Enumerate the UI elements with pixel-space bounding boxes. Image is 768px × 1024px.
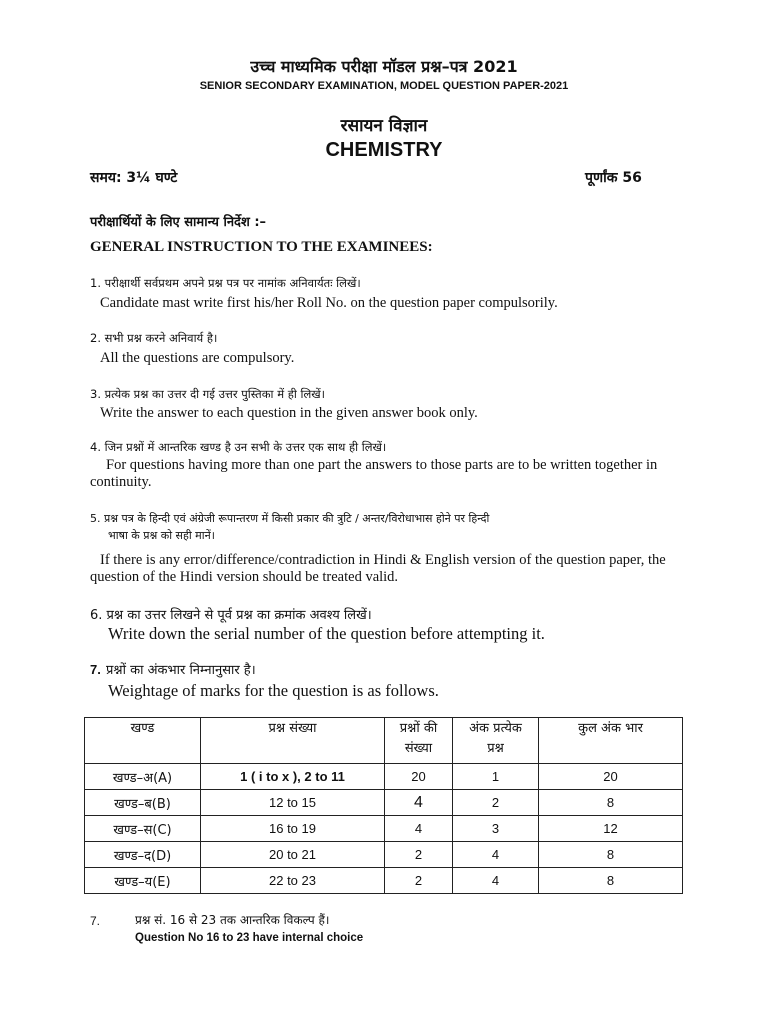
instruction-5-hindi-line2: भाषा के प्रश्न को सही मानें। bbox=[108, 529, 215, 542]
question-range-cell: 20 to 21 bbox=[201, 842, 385, 868]
question-range-cell: 1 ( i to x ), 2 to 11 bbox=[201, 764, 385, 790]
instruction-3-hindi: 3. प्रत्येक प्रश्न का उत्तर दी गई उत्तर पुस्तिका में ही लिखें। bbox=[90, 387, 326, 401]
instruction-7-hindi: प्रश्नों का अंकभार निम्नानुसार है। bbox=[106, 663, 256, 678]
footer-number: 7. bbox=[90, 914, 101, 928]
section-cell: खण्ड–ब(B) bbox=[85, 790, 201, 816]
count-cell: 4 bbox=[385, 816, 453, 842]
general-heading-english: GENERAL INSTRUCTION TO THE EXAMINEES: bbox=[90, 239, 433, 255]
count-cell: 2 bbox=[385, 842, 453, 868]
section-cell: खण्ड–द(D) bbox=[85, 842, 201, 868]
total-cell: 8 bbox=[539, 868, 683, 894]
instruction-4-hindi: 4. जिन प्रश्नों में आन्तरिक खण्ड है उन सभी के उत्तर एक साथ ही लिखें। bbox=[90, 440, 387, 454]
marks-each-cell: 2 bbox=[453, 790, 539, 816]
marks-each-cell: 4 bbox=[453, 842, 539, 868]
table-header-row bbox=[85, 718, 683, 764]
question-range-cell: 22 to 23 bbox=[201, 868, 385, 894]
instruction-2-english: All the questions are compulsory. bbox=[100, 350, 295, 366]
question-range-cell: 16 to 19 bbox=[201, 816, 385, 842]
general-heading-hindi: परीक्षार्थियों के लिए सामान्य निर्देश :– bbox=[90, 215, 267, 230]
instruction-1-english: Candidate mast write first his/her Roll No. on the question paper compulsorily. bbox=[100, 295, 558, 311]
table-row bbox=[85, 842, 683, 868]
table-row bbox=[85, 868, 683, 894]
title-hindi: उच्च माध्यमिक परीक्षा मॉडल प्रश्न–पत्र 2021 bbox=[250, 57, 518, 76]
total-cell: 8 bbox=[539, 790, 683, 816]
max-marks: पूर्णांक 56 bbox=[585, 170, 642, 186]
instruction-5-english: If there is any error/difference/contradiction in Hindi & English version of the question paper, the question of the Hindi version should be treated valid. bbox=[90, 552, 666, 585]
subject-hindi: रसायन विज्ञान bbox=[340, 116, 428, 136]
marks-each-cell: 1 bbox=[453, 764, 539, 790]
exam-time: समय: 3¼ घण्टे bbox=[90, 170, 178, 186]
instruction-1-hindi: 1. परीक्षार्थी सर्वप्रथम अपने प्रश्न पत्र पर नामांक अनिवार्यतः लिखें। bbox=[90, 276, 361, 290]
total-cell: 12 bbox=[539, 816, 683, 842]
footer-hindi: प्रश्न सं. 16 से 23 तक आन्तरिक विकल्प हैं। bbox=[135, 913, 330, 927]
instruction-6-english: Write down the serial number of the question before attempting it. bbox=[108, 624, 545, 643]
count-cell: 2 bbox=[385, 868, 453, 894]
header-question-count: प्रश्नों की संख्या bbox=[385, 718, 453, 764]
marks-table bbox=[84, 717, 683, 894]
table-row bbox=[85, 816, 683, 842]
count-cell: 4 bbox=[385, 790, 453, 816]
header-marks-each: अंक प्रत्येक प्रश्न bbox=[453, 718, 539, 764]
question-range-cell: 12 to 15 bbox=[201, 790, 385, 816]
marks-each-cell: 4 bbox=[453, 868, 539, 894]
section-cell: खण्ड–य(E) bbox=[85, 868, 201, 894]
instruction-7-number: 7. bbox=[90, 662, 101, 677]
instruction-7-english: Weightage of marks for the question is as follows. bbox=[108, 681, 439, 700]
header-section: खण्ड bbox=[85, 718, 201, 764]
table-row bbox=[85, 790, 683, 816]
instruction-5-hindi-line1: 5. प्रश्न पत्र के हिन्दी एवं अंग्रेजी रूपान्तरण में किसी प्रकार की त्रुटि / अन्तर/विरोधाभास होने पर हिन्दी bbox=[90, 512, 490, 525]
table-row bbox=[85, 764, 683, 790]
instruction-3-english: Write the answer to each question in the given answer book only. bbox=[100, 405, 478, 421]
total-cell: 20 bbox=[539, 764, 683, 790]
total-cell: 8 bbox=[539, 842, 683, 868]
footer-english: Question No 16 to 23 have internal choice bbox=[135, 932, 364, 944]
section-cell: खण्ड–अ(A) bbox=[85, 764, 201, 790]
instruction-2-hindi: 2. सभी प्रश्न करने अनिवार्य है। bbox=[90, 331, 218, 345]
instruction-4-english: For questions having more than one part the answers to those parts are to be written together in continuity. bbox=[90, 457, 658, 490]
title-english: SENIOR SECONDARY EXAMINATION, MODEL QUESTION PAPER-2021 bbox=[199, 80, 569, 92]
marks-each-cell: 3 bbox=[453, 816, 539, 842]
instruction-6-hindi: 6. प्रश्न का उत्तर लिखने से पूर्व प्रश्न का क्रमांक अवश्य लिखें। bbox=[90, 608, 372, 623]
count-cell: 20 bbox=[385, 764, 453, 790]
header-total-marks: कुल अंक भार bbox=[539, 718, 683, 764]
header-question-numbers: प्रश्न संख्या bbox=[201, 718, 385, 764]
subject-english: CHEMISTRY bbox=[325, 139, 443, 161]
section-cell: खण्ड–स(C) bbox=[85, 816, 201, 842]
